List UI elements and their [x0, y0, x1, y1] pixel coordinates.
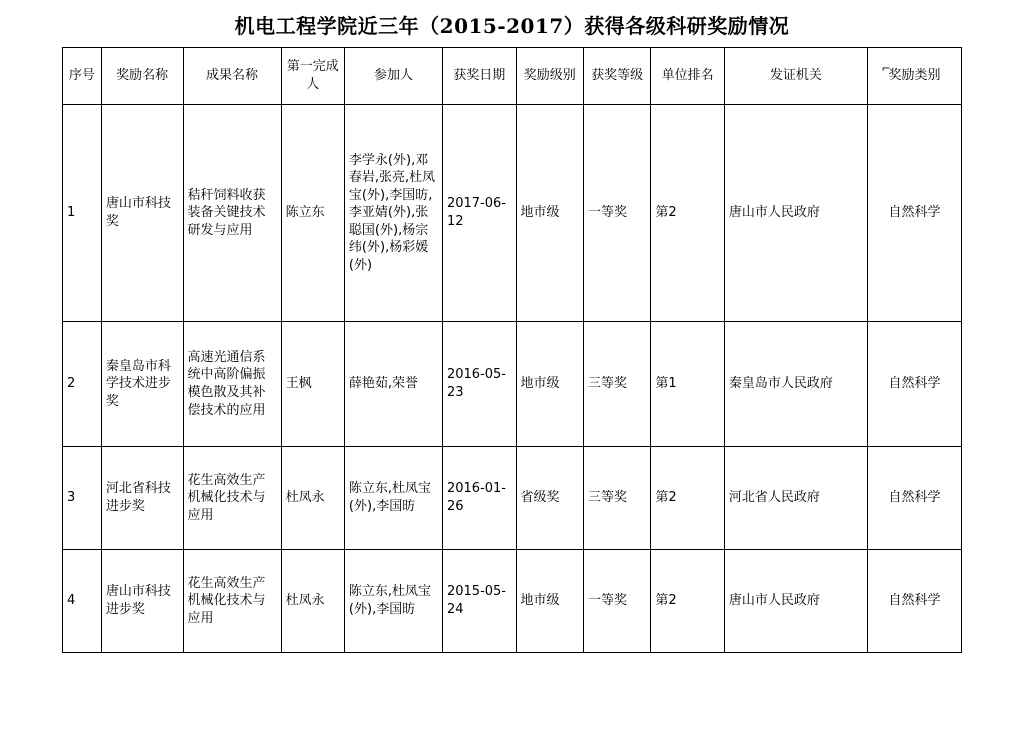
cell-issuer: 河北省人民政府 — [724, 447, 867, 550]
table-body — [63, 105, 962, 653]
table-header — [63, 48, 962, 105]
cell-issuer: 唐山市人民政府 — [724, 105, 867, 322]
cell-category: 自然科学 — [867, 550, 961, 653]
column-header-participants: 参加人 — [344, 48, 442, 105]
cell-participants: 薛艳茹,荣誉 — [344, 322, 442, 447]
document-page — [0, 10, 1024, 734]
cell-seq: 2 — [63, 322, 102, 447]
table-row — [63, 447, 962, 550]
cell-award-level: 地市级 — [516, 322, 583, 447]
cell-seq: 3 — [63, 447, 102, 550]
cell-first-author: 杜凤永 — [281, 447, 344, 550]
column-header-issuer: 发证机关 — [724, 48, 867, 105]
cell-award-level: 省级奖 — [516, 447, 583, 550]
column-header-category-label: 奖励类别 — [888, 68, 941, 84]
cell-result-name: 花生高效生产机械化技术与应用 — [183, 550, 281, 653]
cell-first-author: 陈立东 — [281, 105, 344, 322]
cell-result-name: 高速光通信系统中高阶偏振模色散及其补偿技术的应用 — [183, 322, 281, 447]
cell-award-date: 2015-05-24 — [442, 550, 516, 653]
cell-award-level: 地市级 — [516, 550, 583, 653]
column-header-result-name: 成果名称 — [183, 48, 281, 105]
cell-award-grade: 一等奖 — [583, 550, 650, 653]
cell-award-date: 2017-06-12 — [442, 105, 516, 322]
cell-issuer: 唐山市人民政府 — [724, 550, 867, 653]
column-header-award-date: 获奖日期 — [442, 48, 516, 105]
cell-category: 自然科学 — [867, 322, 961, 447]
category-tick-icon: ⌐ — [881, 62, 891, 76]
column-header-seq: 序号 — [63, 48, 102, 105]
table-row — [63, 105, 962, 322]
cell-award-name: 唐山市科技奖 — [101, 105, 183, 322]
cell-category: 自然科学 — [867, 447, 961, 550]
cell-seq: 4 — [63, 550, 102, 653]
table-header-row — [63, 48, 962, 105]
cell-first-author: 王枫 — [281, 322, 344, 447]
table-row — [63, 550, 962, 653]
cell-award-level: 地市级 — [516, 105, 583, 322]
cell-category: 自然科学 — [867, 105, 961, 322]
cell-participants: 李学永(外),邓春岩,张亮,杜凤宝(外),李国昉,李亚婧(外),张聪国(外),杨宗纬(外),杨彩媛(外) — [344, 105, 442, 322]
cell-result-name: 花生高效生产机械化技术与应用 — [183, 447, 281, 550]
column-header-category — [867, 48, 961, 105]
cell-participants: 陈立东,杜凤宝(外),李国昉 — [344, 550, 442, 653]
cell-award-grade: 三等奖 — [583, 322, 650, 447]
cell-result-name: 秸秆饲料收获装备关键技术研发与应用 — [183, 105, 281, 322]
cell-seq: 1 — [63, 105, 102, 322]
column-header-first-author: 第一完成人 — [281, 48, 344, 105]
cell-award-name: 唐山市科技进步奖 — [101, 550, 183, 653]
page-title: 机电工程学院近三年（2015-2017）获得各级科研奖励情况 — [234, 14, 790, 38]
column-header-award-name: 奖励名称 — [101, 48, 183, 105]
cell-award-name: 河北省科技进步奖 — [101, 447, 183, 550]
table-row — [63, 322, 962, 447]
cell-award-date: 2016-05-23 — [442, 322, 516, 447]
cell-award-name: 秦皇岛市科学技术进步奖 — [101, 322, 183, 447]
cell-unit-rank: 第2 — [651, 550, 725, 653]
column-header-award-level: 奖励级别 — [516, 48, 583, 105]
cell-issuer: 秦皇岛市人民政府 — [724, 322, 867, 447]
cell-award-date: 2016-01-26 — [442, 447, 516, 550]
cell-unit-rank: 第2 — [651, 105, 725, 322]
cell-award-grade: 三等奖 — [583, 447, 650, 550]
cell-unit-rank: 第1 — [651, 322, 725, 447]
award-table-container — [62, 47, 962, 653]
cell-participants: 陈立东,杜凤宝(外),李国昉 — [344, 447, 442, 550]
cell-award-grade: 一等奖 — [583, 105, 650, 322]
column-header-unit-rank: 单位排名 — [651, 48, 725, 105]
award-table — [62, 47, 962, 653]
cell-unit-rank: 第2 — [651, 447, 725, 550]
column-header-award-grade: 获奖等级 — [583, 48, 650, 105]
cell-first-author: 杜凤永 — [281, 550, 344, 653]
